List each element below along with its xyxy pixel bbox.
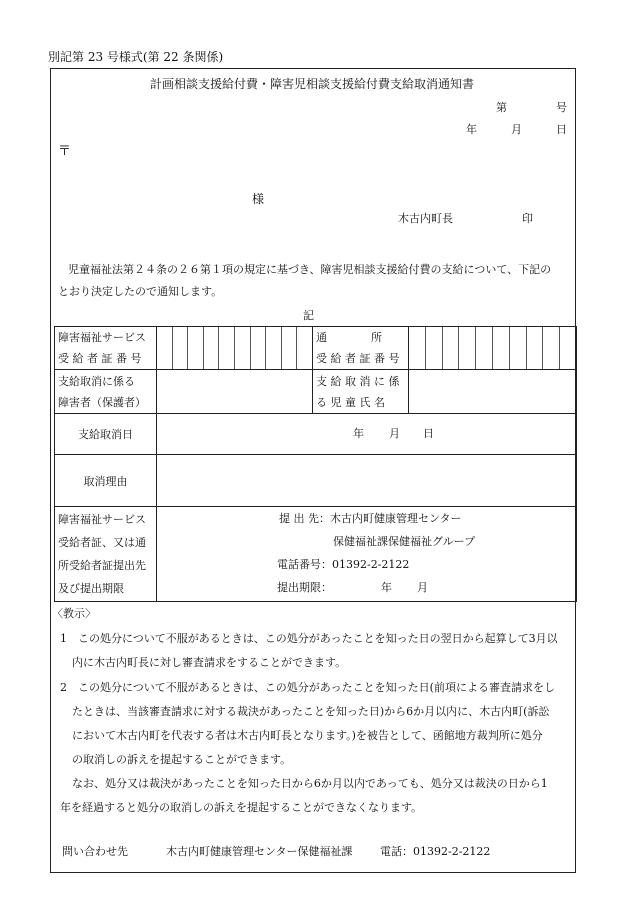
digit-boxes-tsusho bbox=[409, 327, 577, 370]
notice-item2-num: 2 bbox=[60, 681, 67, 694]
issuer-name: 木古内町長 bbox=[398, 212, 453, 225]
submit-destination: 提 出 先：木古内町健康管理センター bbox=[279, 512, 462, 525]
label-submission: 障害福祉サービス 受給者証、又は通 所受給者証提出先 及び提出期限 bbox=[55, 507, 157, 602]
document-title: 計画相談支援給付費・障害児相談支援給付費支給取消通知書 bbox=[150, 77, 475, 91]
notice-item2-line1: この処分について不服があるときは、この処分があったことを知った日(前項による審査請求をし bbox=[78, 681, 555, 694]
footer-contact-org: 木古内町健康管理センター保健福祉課 bbox=[166, 845, 353, 858]
label-cancel-reason: 取消理由 bbox=[55, 455, 157, 507]
number-dai: 第 bbox=[496, 101, 507, 114]
notice-item2-line3: において木古内町を代表する者は木古内町長となります。)を被告として、函館地方裁判所に処分 bbox=[72, 729, 543, 742]
body-line-2: とおり決定したので通知します。 bbox=[58, 285, 223, 298]
notice-heading: 〈教示〉 bbox=[52, 607, 96, 620]
label-tsusho-recipient-number: 通 所 受 給 者 証 番 号 bbox=[313, 327, 409, 370]
field-submission bbox=[157, 507, 577, 602]
body-line-1: 児童福祉法第２４条の２６第１項の規定に基づき、障害児相談支援給付費の支給について、下記の bbox=[68, 263, 552, 276]
submit-deadline-year: 年 bbox=[381, 581, 392, 594]
date-year: 年 bbox=[466, 123, 477, 136]
notice-item1-num: 1 bbox=[60, 632, 67, 645]
info-table bbox=[54, 326, 577, 602]
field-cancel-date: 年 月 日 bbox=[157, 414, 577, 455]
footer-contact-label: 問い合わせ先 bbox=[62, 845, 128, 858]
notice-item2-line2: たときは、当該審査請求に対する裁決があったことを知った日)から6か月以内に、木古内町(訴訟 bbox=[72, 705, 550, 718]
label-cancel-date: 支給取消日 bbox=[55, 414, 157, 455]
row-recipient-number bbox=[55, 327, 577, 370]
number-go: 号 bbox=[556, 101, 567, 114]
date-month: 月 bbox=[511, 123, 522, 136]
digit-boxes-service bbox=[157, 327, 313, 370]
row-submission bbox=[55, 507, 577, 602]
field-cancel-reason bbox=[157, 455, 577, 507]
label-disabled-guardian: 支給取消に係る 障害者（保護者） bbox=[55, 370, 157, 414]
notice-item1-line1: この処分について不服があるときは、この処分があったことを知った日の翌日から起算して3月以 bbox=[78, 632, 558, 645]
field-disabled-guardian bbox=[157, 370, 313, 414]
submit-deadline-month: 月 bbox=[417, 581, 428, 594]
label-child-name: 支 給 取 消 に 係 る 児 童 氏 名 bbox=[313, 370, 409, 414]
submit-phone: 電話番号：01392-2-2122 bbox=[277, 558, 410, 571]
form-number: 別記第 23 号様式(第 22 条関係) bbox=[48, 50, 224, 64]
field-child-name bbox=[409, 370, 577, 414]
date-day: 日 bbox=[556, 123, 567, 136]
row-cancel-date bbox=[55, 414, 577, 455]
ki-heading: 記 bbox=[303, 309, 314, 322]
notice-note-line2: 年を経過すると処分の取消しの訴えを提起することができなくなります。 bbox=[60, 801, 423, 814]
notice-note-line1: なお、処分又は裁決があったことを知った日から6か月以内であっても、処分又は裁決の日から1 bbox=[72, 777, 548, 790]
label-service-recipient-number: 障害福祉サービス 受 給 者 証 番 号 bbox=[55, 327, 157, 370]
row-persons bbox=[55, 370, 577, 414]
notice-item1-line2: 内に木古内町長に対し審査請求をすることができます。 bbox=[72, 656, 347, 669]
footer-contact-phone: 電話：01392-2-2122 bbox=[380, 845, 491, 858]
submit-dept: 保健福祉課保健福祉グループ bbox=[333, 535, 476, 548]
notice-item2-line4: の取消しの訴えを提起することができます。 bbox=[72, 753, 292, 766]
row-cancel-reason bbox=[55, 455, 577, 507]
submit-deadline-label: 提出期限： bbox=[277, 581, 332, 594]
addressee-sama: 様 bbox=[252, 192, 265, 206]
seal-mark: 印 bbox=[522, 212, 533, 225]
postal-mark: 〒 bbox=[58, 144, 72, 159]
